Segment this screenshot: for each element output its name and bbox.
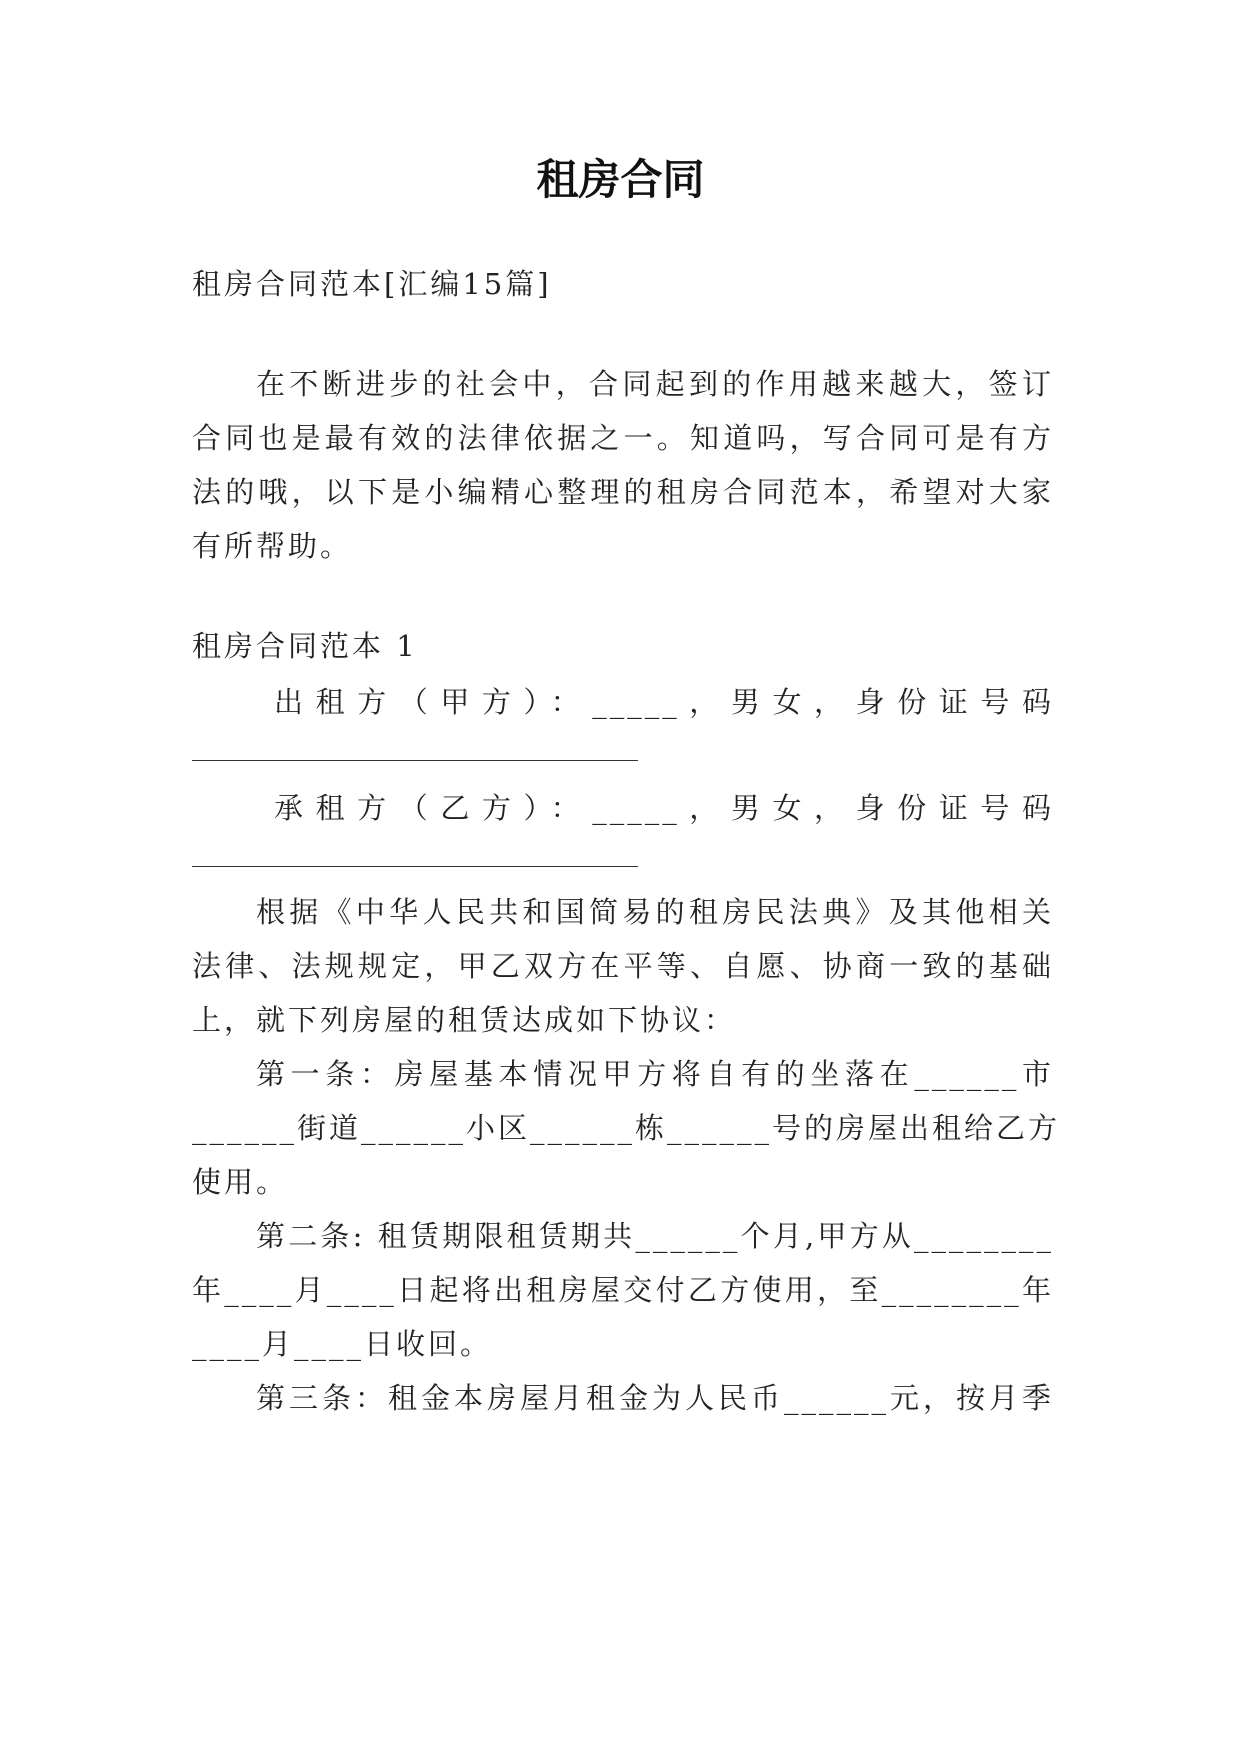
article2-line-1: 第二条: 租赁期限租赁期共______个月,甲方从________ <box>256 1219 1054 1253</box>
article3-line-1: 第三条：租金本房屋月租金为人民币______元，按月季 <box>256 1381 1054 1415</box>
subtitle: 租房合同范本[汇编15篇] <box>192 267 552 301</box>
party-b-id-blank <box>192 866 638 867</box>
basis-line-3: 上，就下列房屋的租赁达成如下协议： <box>192 1003 737 1037</box>
intro-line-3: 法的哦，以下是小编精心整理的租房合同范本，希望对大家 <box>192 475 1054 509</box>
article2-line-3: ____月____日收回。 <box>192 1327 493 1361</box>
intro-line-1: 在不断进步的社会中，合同起到的作用越来越大，签订 <box>256 367 1054 401</box>
section-title: 租房合同范本 1 <box>192 629 418 663</box>
party-a-line: 出租方（甲方）：_____，男女，身份证号码 <box>274 685 1054 719</box>
document-title: 租房合同 <box>536 155 705 204</box>
article1-line-3: 使用。 <box>192 1165 289 1199</box>
basis-line-1: 根据《中华人民共和国简易的租房民法典》及其他相关 <box>256 895 1054 929</box>
basis-line-2: 法律、法规规定，甲乙双方在平等、自愿、协商一致的基础 <box>192 949 1054 983</box>
party-b-line: 承租方（乙方）：_____，男女，身份证号码 <box>274 791 1054 825</box>
article1-line-2: ______街道______小区______栋______号的房屋出租给乙方 <box>192 1111 1061 1145</box>
article1-line-1: 第一条：房屋基本情况甲方将自有的坐落在______市 <box>256 1057 1054 1091</box>
article2-line-2: 年____月____日起将出租房屋交付乙方使用，至________年 <box>192 1273 1054 1307</box>
party-a-id-blank <box>192 760 638 761</box>
intro-line-2: 合同也是最有效的法律依据之一。知道吗，写合同可是有方 <box>192 421 1054 455</box>
intro-line-4: 有所帮助。 <box>192 529 353 563</box>
